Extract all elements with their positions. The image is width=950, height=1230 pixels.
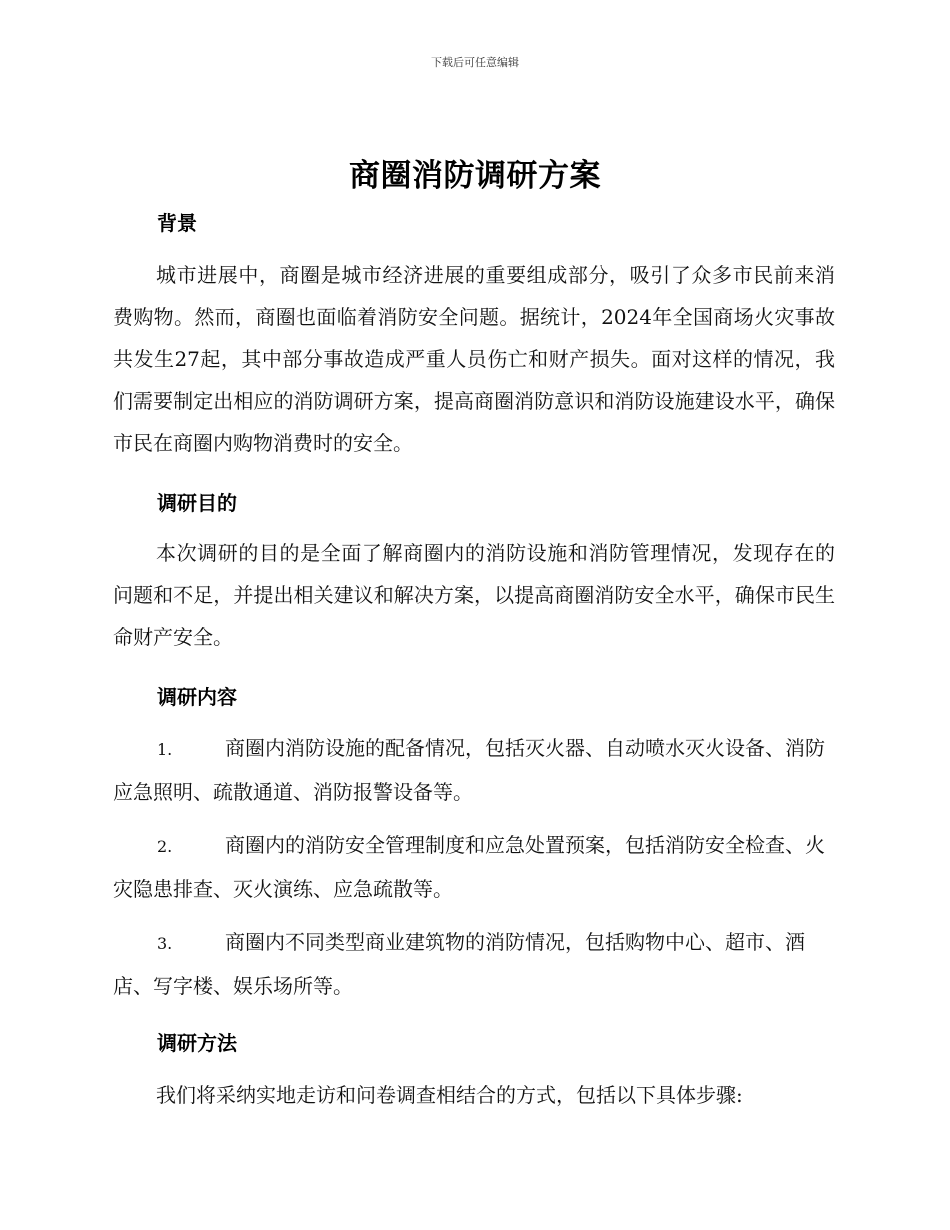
paragraph-background: 城市进展中，商圈是城市经济进展的重要组成部分，吸引了众多市民前来消费购物。然而，商圈也面临着消防安全问题。据统计，2024年全国商场火灾事故共发生27起，其中部分事故造成严重人员伤亡和财产损失。面对这样的情况，我们需要制定出相应的消防调研方案，提高商圈消防意识和消防设施建设水平，确保市民在商圈内购物消费时的安全。 — [113, 263, 835, 455]
list-item-number: 3. — [157, 934, 173, 953]
list-item-text: 商圈内不同类型商业建筑物的消防情况，包括购物中心、超市、酒店、写字楼、娱乐场所等。 — [113, 930, 805, 998]
section-heading-method: 调研方法 — [157, 1031, 237, 1055]
paragraph-purpose: 本次调研的目的是全面了解商圈内的消防设施和消防管理情况，发现存在的问题和不足，并提出相关建议和解决方案，以提高商圈消防安全水平，确保市民生命财产安全。 — [113, 541, 835, 649]
paragraph-method: 我们将采纳实地走访和问卷调查相结合的方式，包括以下具体步骤: — [156, 1083, 743, 1107]
list-item — [113, 921, 835, 1007]
list-item-number: 2. — [157, 837, 173, 856]
section-heading-background: 背景 — [157, 211, 197, 235]
page-title: 商圈消防调研方案 — [349, 158, 601, 194]
section-heading-purpose: 调研目的 — [157, 491, 237, 515]
list-item-text: 商圈内消防设施的配备情况，包括灭火器、自动喷水灭火设备、消防应急照明、疏散通道、消防报警设备等。 — [113, 736, 825, 804]
header-note: 下载后可任意编辑 — [431, 56, 519, 69]
section-heading-content: 调研内容 — [157, 685, 237, 709]
list-item — [113, 727, 835, 813]
list-item-number: 1. — [157, 740, 173, 759]
list-item — [113, 824, 835, 910]
list-item-text: 商圈内的消防安全管理制度和应急处置预案，包括消防安全检查、火灾隐患排查、灭火演练、应急疏散等。 — [113, 833, 825, 901]
